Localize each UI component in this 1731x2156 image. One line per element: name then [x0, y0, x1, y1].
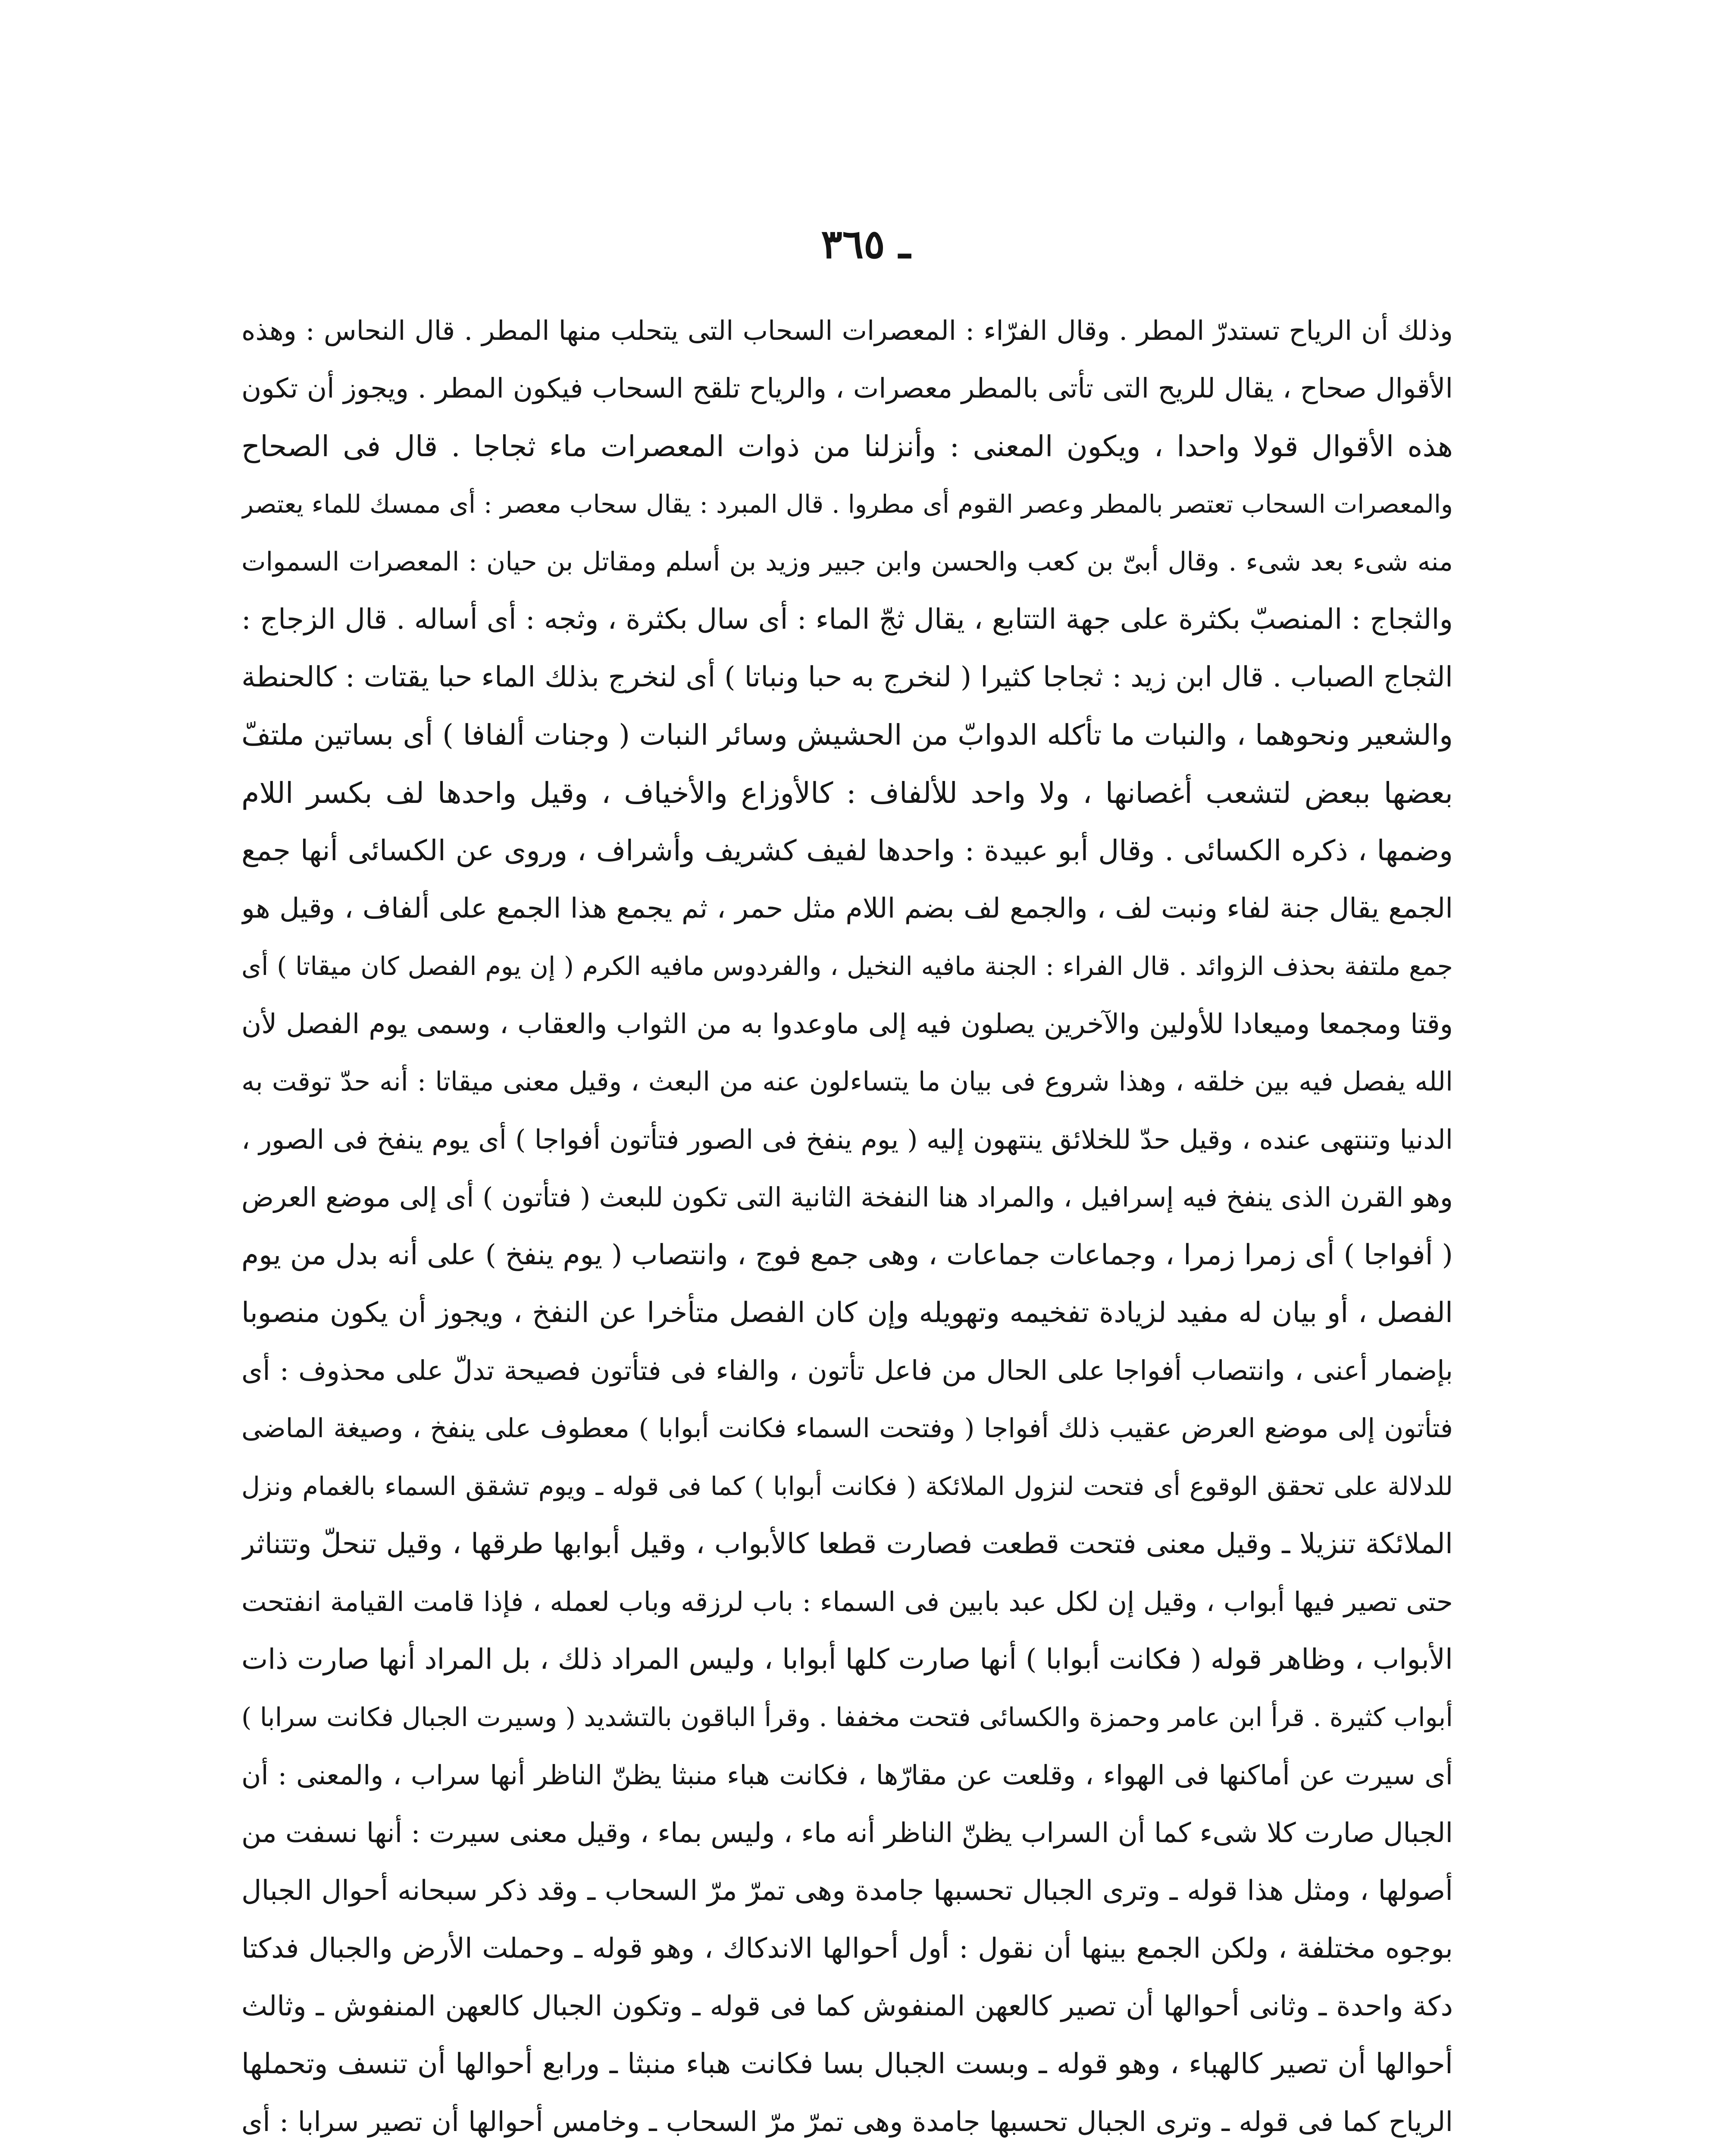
text-line: دكة واحدة ـ وثانى أحوالها أن تصير كالعهن المنفوش كما فى قوله ـ وتكون الجبال كالعهن المنفوش ـ وثالث — [241, 1990, 1453, 2022]
text-line: ( أفواجا ) أى زمرا زمرا ، وجماعات جماعات ، وهى جمع فوج ، وانتصاب ( يوم ينفخ ) على أنه بدل من يوم — [241, 1239, 1453, 1271]
text-line: وهو القرن الذى ينفخ فيه إسرافيل ، والمراد هنا النفخة الثانية التى تكون للبعث ( فتأتون ) أى إلى موضع العرض — [241, 1181, 1453, 1213]
text-line: أبواب كثيرة . قرأ ابن عامر وحمزة والكسائى فتحت مخففا . وقرأ الباقون بالتشديد ( وسيرت الجبال فكانت سرابا ) — [241, 1702, 1453, 1733]
text-line: بإضمار أعنى ، وانتصاب أفواجا على الحال من فاعل تأتون ، والفاء فى فتأتون فصيحة تدلّ على محذوف : أى — [241, 1355, 1453, 1386]
text-line: هذه الأقوال قولا واحدا ، ويكون المعنى : وأنزلنا من ذوات المعصرات ماء ثجاجا . قال فى الصحاح — [241, 429, 1453, 463]
text-line: الله يفصل فيه بين خلقه ، وهذا شروع فى بيان ما يتساءلون عنه من البعث ، وقيل معنى ميقاتا : أنه حدّ توقت به — [241, 1066, 1453, 1097]
text-line: الأقوال صحاح ، يقال للريح التى تأتى بالمطر معصرات ، والرياح تلقح السحاب فيكون المطر . ويجوز أن تكون — [241, 373, 1453, 404]
text-line: وقتا ومجمعا وميعادا للأولين والآخرين يصلون فيه إلى ماوعدوا به من الثواب والعقاب ، وسمى يوم الفصل لأن — [241, 1008, 1453, 1040]
text-line: بوجوه مختلفة ، ولكن الجمع بينها أن نقول : أول أحوالها الاندكاك ، وهو قوله ـ وحملت الأرض والجبال فدكتا — [241, 1933, 1453, 1965]
text-line: حتى تصير فيها أبواب ، وقيل إن لكل عبد بابين فى السماء : باب لرزقه وباب لعمله ، فإذا قامت القيامة انفتحت — [241, 1586, 1453, 1617]
text-line: الملائكة تنزيلا ـ وقيل معنى فتحت قطعت فصارت قطعا كالأبواب ، وقيل أبوابها طرقها ، وقيل تنحلّ وتتناثر — [241, 1528, 1453, 1560]
text-line: والشعير ونحوهما ، والنبات ما تأكله الدوابّ من الحشيش وسائر النبات ( وجنات ألفافا ) أى بساتين ملتفّ — [241, 718, 1453, 752]
body-text — [241, 302, 1453, 2151]
text-line: الجمع يقال جنة لفاء ونبت لف ، والجمع لف بضم اللام مثل حمر ، ثم يجمع هذا الجمع على ألفاف ، وقيل هو — [241, 893, 1453, 924]
text-line: وذلك أن الرياح تستدرّ المطر . وقال الفرّاء : المعصرات السحاب التى يتحلب منها المطر . قال النحاس : وهذه — [241, 315, 1453, 346]
page-number: ـ ٣٦٥ — [821, 221, 911, 267]
text-line: الأبواب ، وظاهر قوله ( فكانت أبوابا ) أنها صارت كلها أبوابا ، وليس المراد ذلك ، بل المراد أنها صارت ذات — [241, 1643, 1453, 1676]
text-line: الفصل ، أو بيان له مفيد لزيادة تفخيمه وتهويله وإن كان الفصل متأخرا عن النفخ ، ويجوز أن يكون منصوبا — [241, 1297, 1453, 1329]
text-line: فتأتون إلى موضع العرض عقيب ذلك أفواجا ( وفتحت السماء فكانت أبوابا ) معطوف على ينفخ ، وصيغة الماضى — [241, 1413, 1453, 1444]
text-line: الجبال صارت كلا شىء كما أن السراب يظنّ الناظر أنه ماء ، وليس بماء ، وقيل معنى سيرت : أنها نسفت من — [241, 1817, 1453, 1849]
text-line: للدلالة على تحقق الوقوع أى فتحت لنزول الملائكة ( فكانت أبوابا ) كما فى قوله ـ ويوم تشقق السماء بالغمام ونزل — [241, 1471, 1453, 1501]
text-line: أحوالها أن تصير كالهباء ، وهو قوله ـ وبست الجبال بسا فكانت هباء منبثا ـ ورابع أحوالها أن تنسف وتحملها — [241, 2048, 1453, 2080]
text-line: أى سيرت عن أماكنها فى الهواء ، وقلعت عن مقارّها ، فكانت هباء منبثا يظنّ الناظر أنها سراب ، والمعنى : أن — [241, 1759, 1453, 1791]
text-line: الدنيا وتنتهى عنده ، وقيل حدّ للخلائق ينتهون إليه ( يوم ينفخ فى الصور فتأتون أفواجا ) أى يوم ينفخ فى الصور ، — [241, 1124, 1453, 1155]
text-line: وضمها ، ذكره الكسائى . وقال أبو عبيدة : واحدها لفيف كشريف وأشراف ، وروى عن الكسائى أنها جمع — [241, 834, 1453, 867]
text-line: الثجاج الصباب . قال ابن زيد : ثجاجا كثيرا ( لنخرج به حبا ونباتا ) أى لنخرج بذلك الماء حبا يقتات : كالحنطة — [241, 661, 1453, 693]
text-line: أصولها ، ومثل هذا قوله ـ وترى الجبال تحسبها جامدة وهى تمرّ مرّ السحاب ـ وقد ذكر سبحانه أحوال الجبال — [241, 1875, 1453, 1907]
text-line: جمع ملتفة بحذف الزوائد . قال الفراء : الجنة مافيه النخيل ، والفردوس مافيه الكرم ( إن يوم الفصل كان ميقاتا ) أى — [241, 951, 1453, 981]
text-line: منه شىء بعد شىء . وقال أبىّ بن كعب والحسن وابن جبير وزيد بن أسلم ومقاتل بن حيان : المعصرات السموات — [241, 547, 1453, 577]
text-line: الرياح كما فى قوله ـ وترى الجبال تحسبها جامدة وهى تمرّ مرّ السحاب ـ وخامس أحوالها أن تصير سرابا : أى — [241, 2106, 1453, 2137]
text-line: والثجاج : المنصبّ بكثرة على جهة التتابع ، يقال ثجّ الماء : أى سال بكثرة ، وثجه : أى أساله . قال الزجاج : — [241, 603, 1453, 636]
text-line: بعضها ببعض لتشعب أغصانها ، ولا واحد للألفاف : كالأوزاع والأخياف ، وقيل واحدها لف بكسر اللام — [241, 776, 1453, 810]
text-line: والمعصرات السحاب تعتصر بالمطر وعصر القوم أى مطروا . قال المبرد : يقال سحاب معصر : أى ممسك للماء يعتصر — [241, 489, 1453, 519]
